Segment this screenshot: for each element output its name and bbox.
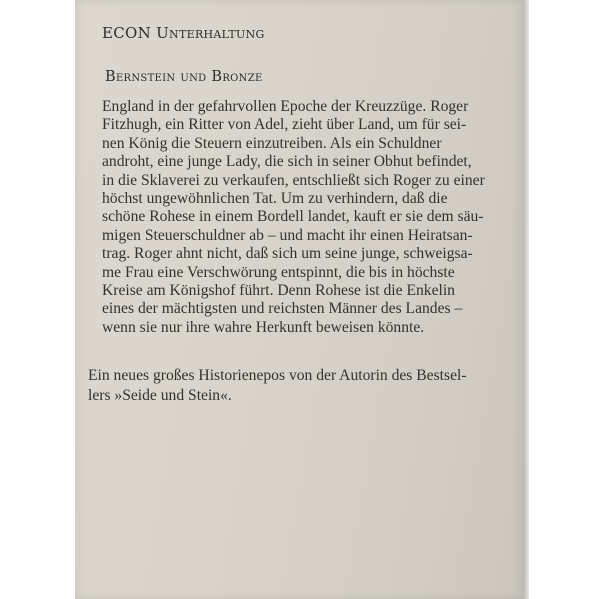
book-page bbox=[75, 0, 524, 599]
page-edge bbox=[523, 0, 529, 599]
blurb-line: lers »Seide und Stein«. bbox=[88, 387, 232, 404]
description-line: me Frau eine Verschwörung entspinnt, die bis in höchste bbox=[102, 263, 455, 281]
description-line: androht, eine junge Lady, die sich in seiner Obhut befindet, bbox=[102, 153, 472, 171]
series-label: ECON Unterhaltung bbox=[102, 24, 265, 42]
description-line: Kreise am Königshof führt. Denn Rohese ist die Enkelin bbox=[102, 282, 455, 300]
description-line: Fitzhugh, ein Ritter von Adel, zieht über Land, um für sei- bbox=[102, 116, 467, 134]
description-line: nen König die Steuern einzutreiben. Als ein Schuldner bbox=[102, 134, 442, 152]
description-line: wenn sie nur ihre wahre Herkunft beweisen könnte. bbox=[102, 318, 425, 336]
blurb-paragraph bbox=[88, 366, 520, 406]
description-line: migen Steuerschuldner ab – und macht ihr einen Heiratsan- bbox=[102, 226, 473, 244]
description-line: eines der mächtigsten und reichsten Männer des Landes – bbox=[102, 300, 463, 318]
description-line: trag. Roger ahnt nicht, daß sich um seine junge, schweigsa- bbox=[102, 245, 473, 263]
description-paragraph bbox=[102, 98, 522, 337]
description-line: in die Sklaverei zu verkaufen, entschließt sich Roger zu einer bbox=[102, 171, 485, 189]
description-line: England in der gefahrvollen Epoche der Kreuzzüge. Roger bbox=[102, 98, 469, 115]
book-title: Bernstein und Bronze bbox=[105, 69, 263, 85]
description-line: schöne Rohese in einem Bordell landet, kauft er sie dem säu- bbox=[102, 208, 484, 226]
blurb-line: Ein neues großes Historienepos von der Autorin des Bestsel- bbox=[88, 367, 467, 384]
description-line: höchst ungewöhnlichen Tat. Um zu verhindern, daß die bbox=[102, 190, 448, 208]
